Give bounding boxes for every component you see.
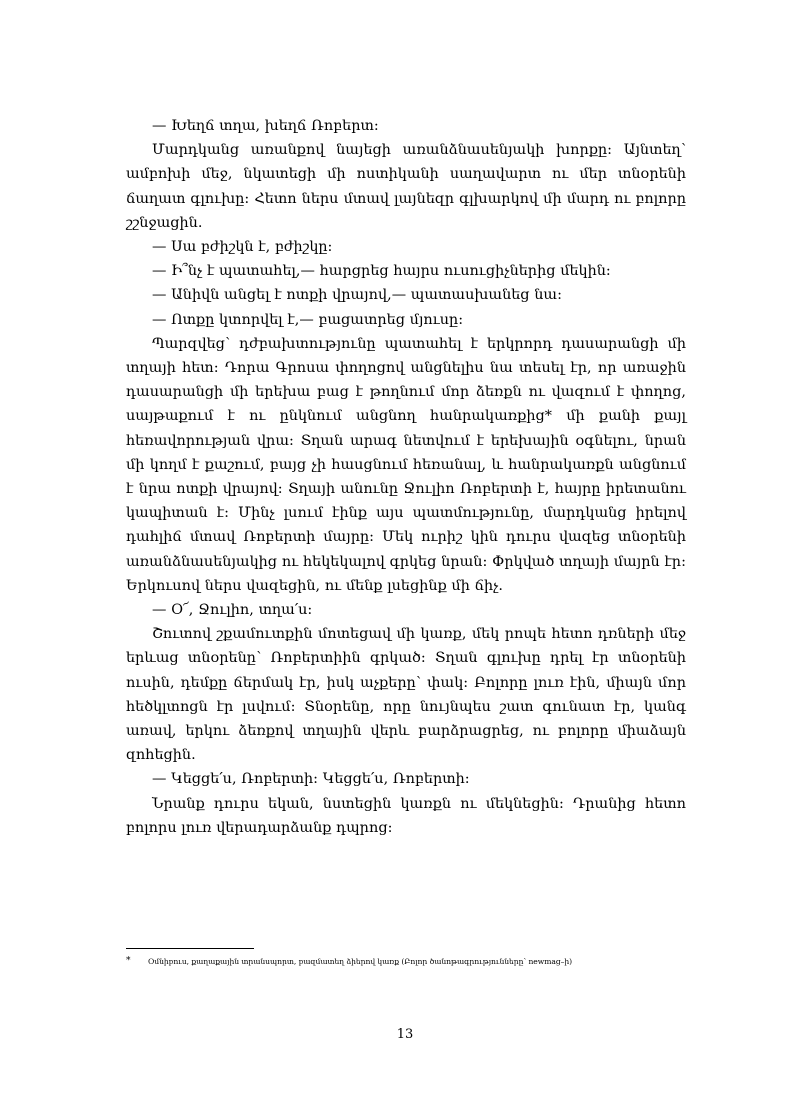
footnote-text: Օմնիբուս, քաղաքային տրանսպորտ, բազմատեղ ձիերով կառք (Բոլոր ծանոթագրությունները՝ newmag–ի) (148, 957, 573, 966)
footnote-separator-rule (126, 948, 254, 949)
paragraph-dialogue-5: — Ոտքը կտորվել է,— բացատրեց մյուսը։ (152, 311, 464, 328)
body-text-block (126, 114, 686, 840)
paragraph-narrative-1: Մարդկանց առանքով նայեցի առանձնասենյակի խորքը։ Այնտեղ՝ ամբոխի մեջ, նկատեցի մի ոստիկանի սաղավարտ ու մեր տնօրենի ճաղատ գլուխը։ Հետո ներս մտավ լայնեզր գլխարկով մի մարդ ու բոլորը շշնջացին. (126, 142, 686, 231)
paragraph-narrative-4: Նրանք դուրս եկան, նստեցին կառքն ու մեկնեցին։ Դրանից հետո բոլորս լուռ վերադարձանք դպրոց։ (126, 795, 686, 836)
paragraph-narrative-3: Շուտով շքամուտքին մոտեցավ մի կառք, մեկ րոպե հետո դռների մեջ երևաց տնօրենը՝ Ռոբերտիին գրկած։ Տղան գլուխը դրել էր տնօրենի ուսին, դեմքը ճերմակ էր, իսկ աչքերը՝ փակ։ Բոլորը լուռ էին, միայն մոր հեծկլտոցն էր լսվում։ Տնօրենը, որը նույնպես շատ գունատ էր, կանգ առավ, երկու ձեռքով տղային վերև բարձրացրեց, ու բոլորը միաձայն զոհեցին. (126, 626, 686, 764)
paragraph-dialogue-4: — Անիվն անցել է ոտքի վրայով,— պատասխանեց նա։ (152, 287, 563, 304)
page-number: 13 (396, 1027, 414, 1042)
footnote (126, 956, 706, 967)
paragraph-dialogue-2: — Սա բժիշկն է, բժիշկը։ (152, 239, 333, 256)
paragraph-narrative-2: Պարզվեց՝ դժբախտությունը պատահել է երկրորդ դասարանցի մի տղայի հետ։ Դորա Գրոսա փողոցով անցնելիս նա տեսել էր, որ առաջին դասարանցի մի երեխա բաց է թողնում մոր ձեռքն ու վազում է փողոց, սայթաքում է ու ընկնում անցնող հանրակառքից* մի քանի քայլ հեռավորության վրա։ Տղան արագ նետվում է երեխային օգնելու, նրան մի կողմ է քաշում, բայց չի հասցնում հեռանալ, և հանրակառքն անցնում է նրա ոտքի վրայով։ Տղայի անունը Ջուլիո Ռոբերտի է, հայրը իրետանու կապիտան է։ Մինչ լսում էինք այս պատմությունը, մարդկանց իրելով դահլիճ մտավ Ռոբերտի մայրը։ Մեկ ուրիշ կին դուրս վազեց տնօրենի առանձնասենյակից ու հեկեկալով գրկեց նրան։ Փրկված տղայի մայրն էր։ Երկուսով ներս վազեցին, ու մենք լսեցինք մի ճիչ. (126, 335, 686, 594)
footnote-marker: * (126, 956, 131, 966)
paragraph-dialogue-6: — Օ՜, Ջուլիո, տղա՛ս։ (152, 602, 313, 619)
footnote-area (126, 948, 706, 967)
paragraph-dialogue-3: — Ի՞նչ է պատահել,— հարցրեց հայրս ուսուցիչներից մեկին։ (152, 263, 611, 280)
paragraph-dialogue-7: — Կեցցե՛ս, Ռոբերտի։ Կեցցե՛ս, Ռոբերտի։ (152, 771, 470, 788)
paragraph-dialogue-1: — Խեղճ տղա, խեղճ Ռոբերտ։ (152, 118, 379, 134)
